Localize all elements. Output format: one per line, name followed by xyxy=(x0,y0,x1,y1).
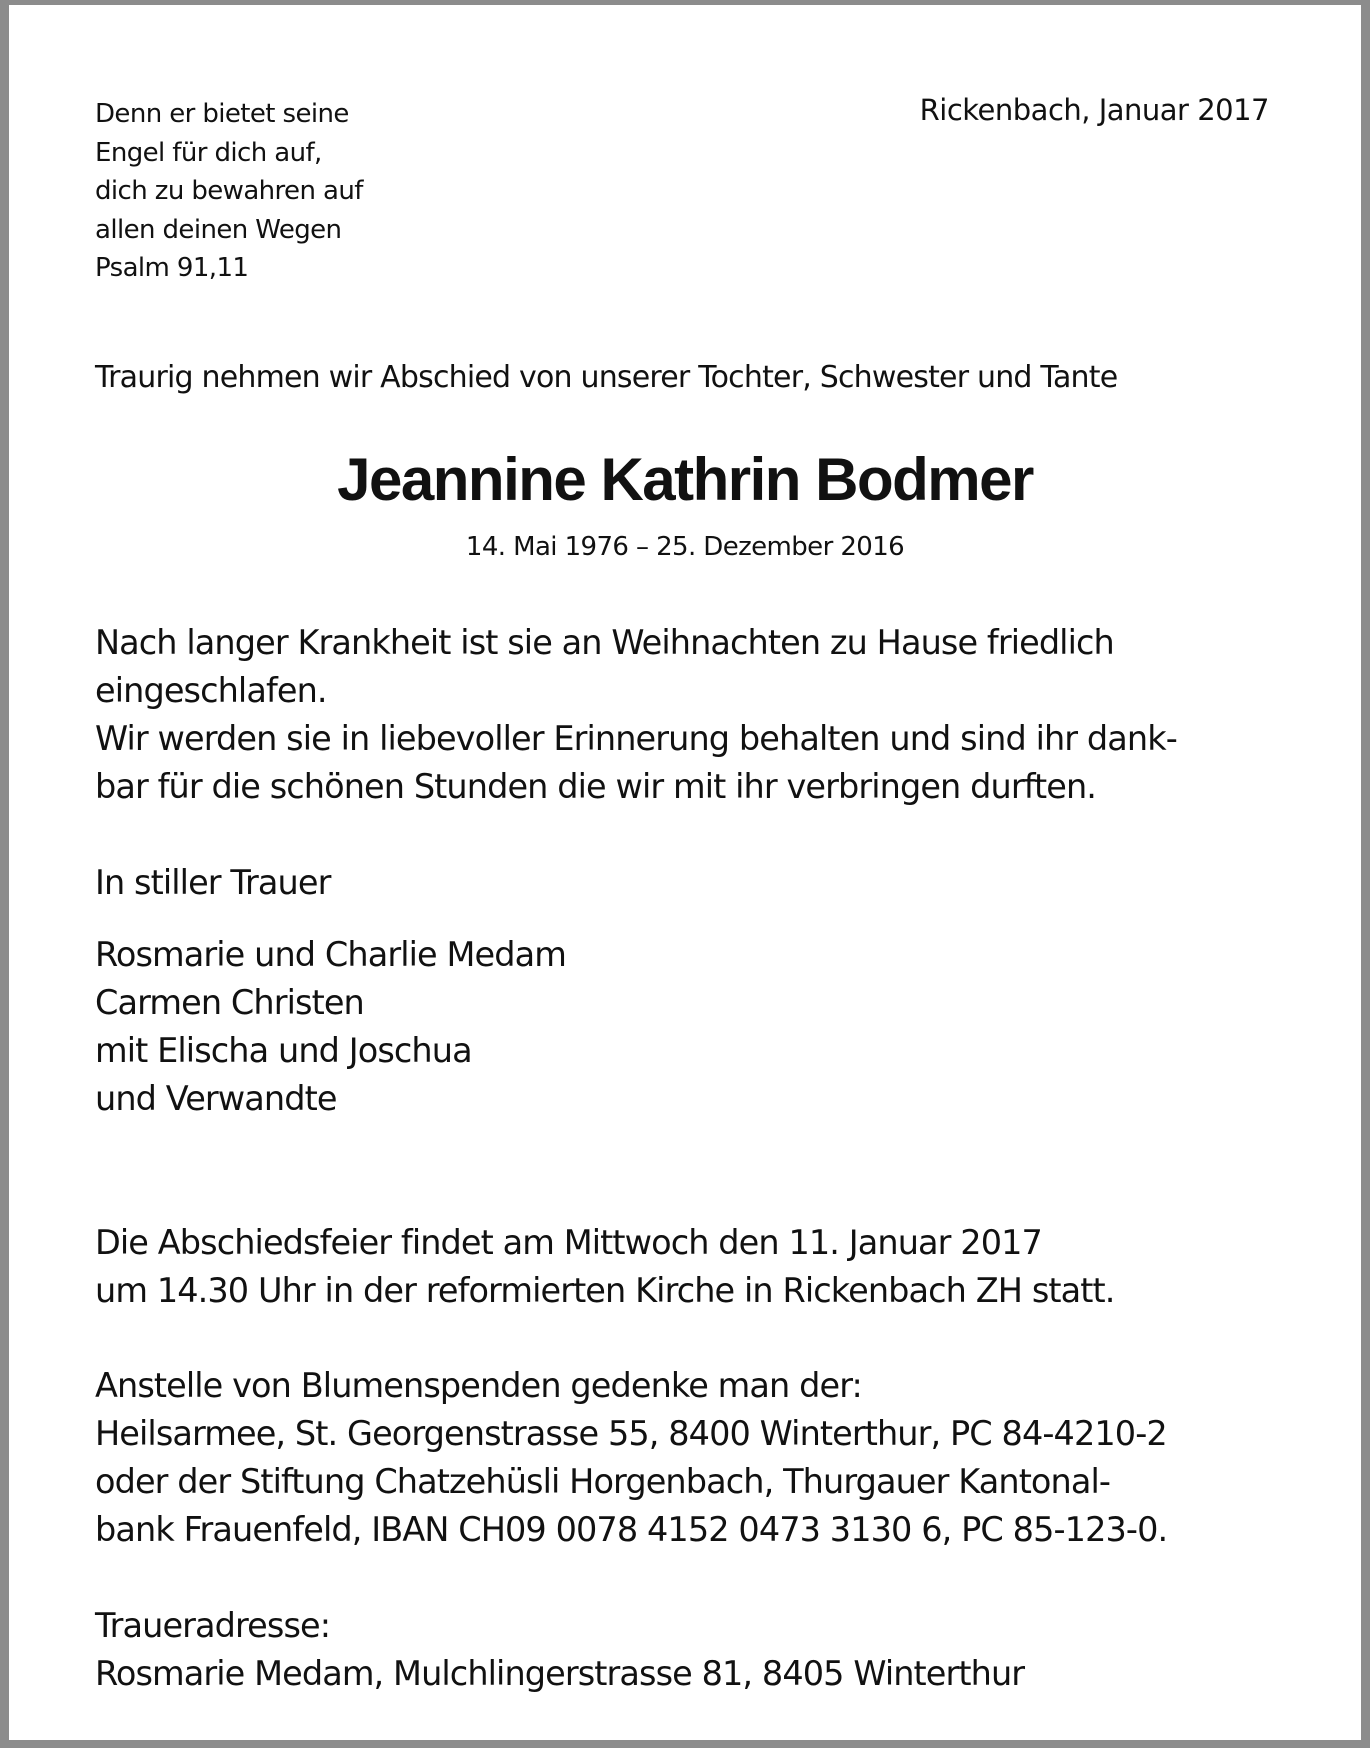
psalm-line: Engel für dich auf, xyxy=(95,137,322,168)
address-label: Traueradresse: xyxy=(95,1606,331,1645)
message-line: Nach langer Krankheit ist sie an Weihnachten zu Hause friedlich xyxy=(95,623,1114,662)
deceased-name: Jeannine Kathrin Bodmer xyxy=(337,446,1033,513)
message-line: eingeschlafen. xyxy=(95,671,327,710)
family-list xyxy=(95,931,566,1123)
address-value: Rosmarie Medam, Mulchlingerstrasse 81, 8405 Winterthur xyxy=(95,1654,1025,1693)
mourning-address xyxy=(95,1602,1024,1698)
donation-line: oder der Stiftung Chatzehüsli Horgenbach, Thurgauer Kantonal- xyxy=(95,1462,1111,1501)
family-line: und Verwandte xyxy=(95,1079,337,1118)
donation-line: Anstelle von Blumenspenden gedenke man der: xyxy=(95,1366,862,1405)
family-line: Carmen Christen xyxy=(95,983,364,1022)
psalm-reference: Psalm 91,11 xyxy=(95,253,249,283)
family-line: Rosmarie und Charlie Medam xyxy=(95,935,566,974)
psalm-line: allen deinen Wegen xyxy=(95,214,342,245)
life-dates: 14. Mai 1976 – 25. Dezember 2016 xyxy=(465,532,905,562)
ceremony-line: um 14.30 Uhr in der reformierten Kirche in Rickenbach ZH statt. xyxy=(95,1271,1115,1310)
obituary-notice xyxy=(9,5,1361,1740)
place-date: Rickenbach, Januar 2017 xyxy=(919,93,1269,127)
ceremony-line: Die Abschiedsfeier findet am Mittwoch den 11. Januar 2017 xyxy=(95,1223,1042,1262)
ceremony-info xyxy=(95,1219,1114,1315)
psalm-quote xyxy=(95,95,363,288)
message-paragraph xyxy=(95,619,1177,811)
intro-line: Traurig nehmen wir Abschied von unserer Tochter, Schwester und Tante xyxy=(95,360,1118,395)
message-line: Wir werden sie in liebevoller Erinnerung behalten und sind ihr dank- xyxy=(95,719,1177,758)
donation-info xyxy=(95,1362,1167,1554)
family-line: mit Elischa und Joschua xyxy=(95,1031,472,1070)
donation-line: bank Frauenfeld, IBAN CH09 0078 4152 0473 3130 6, PC 85-123-0. xyxy=(95,1510,1168,1549)
psalm-line: dich zu bewahren auf xyxy=(95,176,363,206)
psalm-line: Denn er bietet seine xyxy=(95,99,349,129)
donation-line: Heilsarmee, St. Georgenstrasse 55, 8400 Winterthur, PC 84-4210-2 xyxy=(95,1414,1167,1453)
message-line: bar für die schönen Stunden die wir mit ihr verbringen durften. xyxy=(95,767,1097,806)
mourning-heading: In stiller Trauer xyxy=(95,863,331,902)
